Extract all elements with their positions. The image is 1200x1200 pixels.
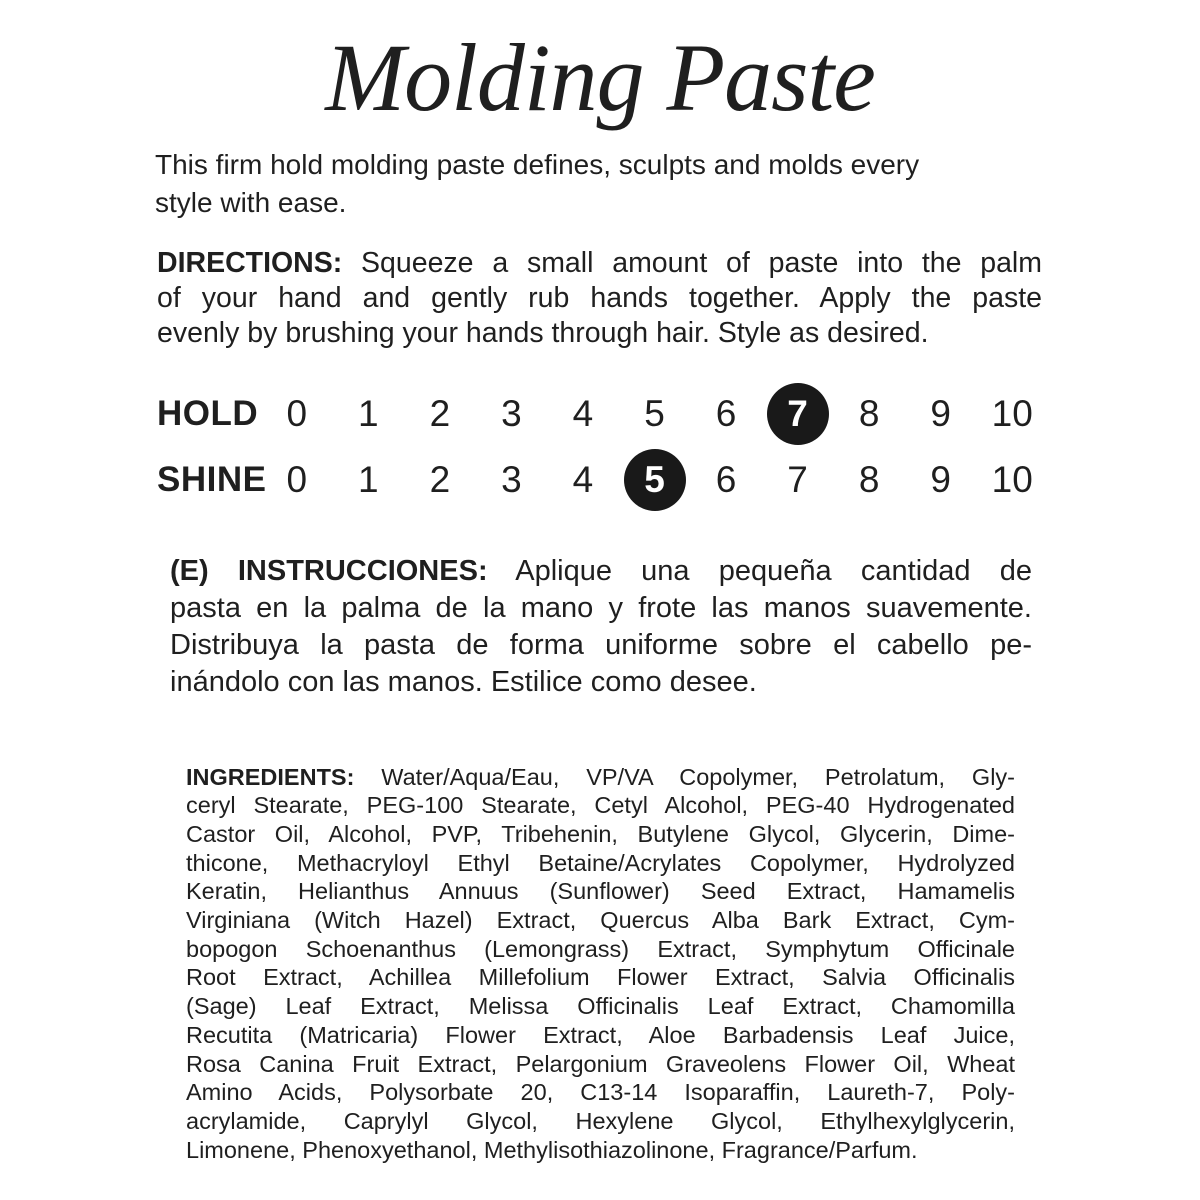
scale-value-cell [476, 449, 548, 511]
shine-label: SHINE [157, 459, 267, 499]
scale-number: 7 [787, 458, 808, 500]
scale-number: 9 [930, 392, 951, 434]
spanish-instructions-line: inándolo con las manos. Estilice como desee. [170, 665, 757, 698]
ingredients-text: Water/Aqua/Eau, VP/VA Copolymer, Petrolatum, Gly- [354, 763, 1015, 790]
ingredients-line: Amino Acids, Polysorbate 20, C13-14 Isoparaffin, Laureth-7, Poly- [186, 1079, 1015, 1106]
scale-value-cell [547, 449, 619, 511]
spanish-instructions-text: Aplique una pequeña cantidad de [487, 554, 1032, 587]
product-title: Molding Paste [325, 24, 875, 131]
scale-value-cell [619, 449, 691, 511]
description-line: This firm hold molding paste defines, sculpts and molds every [155, 148, 920, 180]
ingredients-line: bopogon Schoenanthus (Lemongrass) Extract, Symphytum Officinale [186, 935, 1015, 962]
ingredients-line: Recutita (Matricaria) Flower Extract, Aloe Barbadensis Leaf Juice, [186, 1021, 1015, 1048]
spanish-instructions-line: Distribuya la pasta de forma uniforme sobre el cabello pe- [170, 628, 1032, 661]
spanish-instructions-label: (E) INSTRUCCIONES: [170, 554, 488, 587]
ingredients-line: Limonene, Phenoxyethanol, Methylisothiazolinone, Fragrance/Parfum. [186, 1136, 918, 1163]
description-line: style with ease. [155, 186, 347, 218]
scale-value-cell [905, 449, 977, 511]
directions-section [157, 246, 1042, 351]
shine-values [261, 449, 1048, 511]
scale-value-cell [762, 449, 834, 511]
ingredients-line: Castor Oil, Alcohol, PVP, Tribehenin, Butylene Glycol, Glycerin, Dime- [186, 820, 1015, 847]
scale-number: 3 [501, 458, 522, 500]
directions-line: evenly by brushing your hands through hair. Style as desired. [157, 316, 929, 349]
scale-number: 5 [624, 449, 686, 511]
rating-scales [157, 381, 1048, 513]
scale-number: 9 [930, 458, 951, 500]
scale-value-cell [690, 449, 762, 511]
scale-number: 7 [767, 383, 829, 445]
scale-number: 0 [286, 392, 308, 434]
scale-number: 8 [858, 458, 880, 500]
scale-number: 4 [572, 458, 594, 500]
directions-line [157, 246, 1042, 281]
scale-value-cell [404, 383, 476, 445]
scale-number: 2 [429, 392, 451, 434]
directions-text: Squeeze a small amount of paste into the palm [342, 246, 1042, 279]
scale-number: 4 [572, 392, 594, 434]
spanish-instructions-line [170, 553, 1032, 590]
scale-number: 3 [501, 392, 522, 434]
scale-value-cell [619, 383, 691, 445]
description [155, 146, 1050, 222]
scale-value-cell [261, 449, 333, 511]
scale-value-cell [976, 449, 1048, 511]
ingredients-line: Virginiana (Witch Hazel) Extract, Quercus Alba Bark Extract, Cym- [186, 907, 1015, 934]
scale-value-cell [833, 449, 905, 511]
scale-number: 10 [991, 392, 1033, 434]
spanish-instructions-section [170, 553, 1032, 701]
scale-value-cell [404, 449, 476, 511]
directions-label: DIRECTIONS: [157, 246, 343, 279]
scale-value-cell [333, 449, 405, 511]
scale-value-cell [905, 383, 977, 445]
ingredients-line: Rosa Canina Fruit Extract, Pelargonium Graveolens Flower Oil, Wheat [186, 1050, 1015, 1077]
ingredients-line: Root Extract, Achillea Millefolium Flower Extract, Salvia Officinalis [186, 964, 1015, 991]
ingredients-line [186, 763, 1015, 792]
scale-number: 8 [858, 392, 880, 434]
scale-value-cell [762, 383, 834, 445]
scale-number: 6 [715, 392, 737, 434]
scale-value-cell [976, 383, 1048, 445]
ingredients-label: INGREDIENTS: [186, 763, 355, 790]
scale-number: 10 [991, 458, 1033, 500]
scale-number: 0 [286, 458, 308, 500]
hold-scale-row [157, 381, 1048, 447]
scale-value-cell [476, 383, 548, 445]
ingredients-line: acrylamide, Caprylyl Glycol, Hexylene Glycol, Ethylhexylglycerin, [186, 1107, 1015, 1134]
ingredients-line: thicone, Methacryloyl Ethyl Betaine/Acrylates Copolymer, Hydrolyzed [186, 849, 1015, 876]
directions-line: of your hand and gently rub hands together. Apply the paste [157, 281, 1042, 314]
scale-value-cell [261, 383, 333, 445]
ingredients-line: (Sage) Leaf Extract, Melissa Officinalis Leaf Extract, Chamomilla [186, 993, 1015, 1020]
scale-number: 2 [429, 458, 451, 500]
ingredients-line: ceryl Stearate, PEG-100 Stearate, Cetyl Alcohol, PEG-40 Hydrogenated [186, 792, 1015, 819]
spanish-instructions-line: pasta en la palma de la mano y frote las manos suavemente. [170, 591, 1032, 624]
scale-value-cell [547, 383, 619, 445]
scale-number: 1 [358, 458, 379, 500]
hold-label: HOLD [157, 393, 259, 433]
ingredients-section [186, 763, 1015, 1165]
scale-value-cell [833, 383, 905, 445]
scale-value-cell [333, 383, 405, 445]
scale-number: 5 [644, 392, 665, 434]
ingredients-line: Keratin, Helianthus Annuus (Sunflower) Seed Extract, Hamamelis [186, 878, 1015, 905]
scale-number: 6 [715, 458, 737, 500]
shine-scale-row [157, 447, 1048, 513]
scale-number: 1 [358, 392, 379, 434]
scale-value-cell [690, 383, 762, 445]
hold-values [261, 383, 1048, 445]
